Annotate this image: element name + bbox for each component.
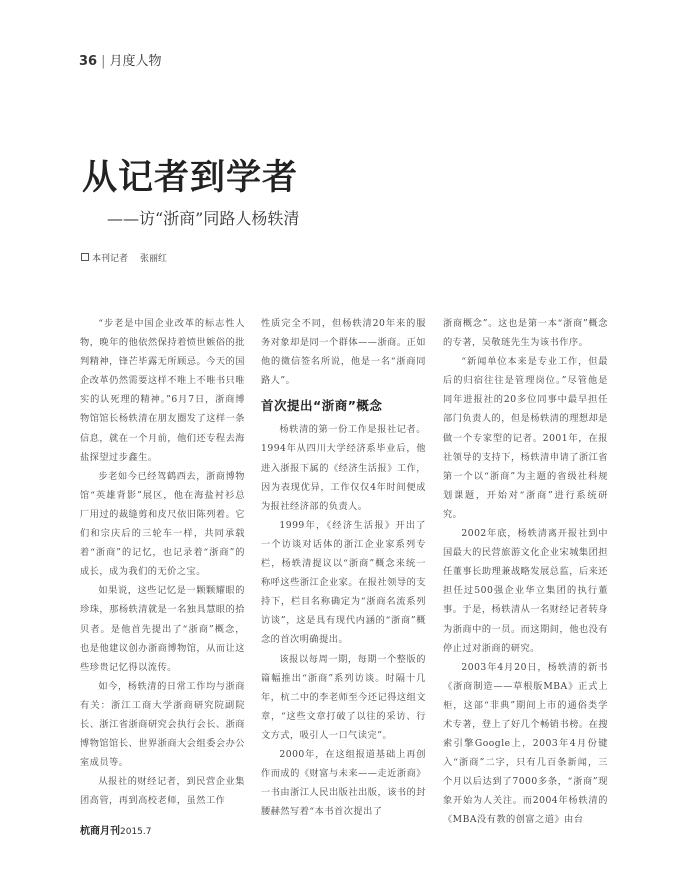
paragraph-continued: 性质完全不同，但杨轶清20年来的服务对象却是同一个群体——浙商。正如他的微信签名所说，他是一名“浙商同路人”。 — [261, 318, 426, 387]
article-subtitle: ——访“浙商”同路人杨轶清 — [107, 209, 300, 228]
paragraph: 2000年，在这组报道基础上再创作而成的《财富与未来——走近浙商》一书由浙江人民出版社出版，该书的封腰赫然写着“本书首次提出了 — [261, 748, 426, 818]
magazine-logo: 杭商月刊 — [80, 826, 120, 837]
section-name: 月度人物 — [109, 54, 162, 69]
paragraph: 从报社的财经记者，到民营企业集团高管，再到高校老师，虽然工作 — [80, 776, 245, 807]
page-footer — [80, 822, 152, 837]
paragraph: 2002年底，杨轶清离开报社到中国最大的民营旅游文化企业宋城集团担任董事长助理兼战略发展总监，后来还担任过500强企业华立集团的执行董事。于是，杨轶清从一名财经记者转身为浙商中的一员。而这期间，他也没有停止过对浙商的研究。 — [443, 528, 608, 654]
paragraph: “步老是中国企业改革的标志性人物，晚年的他依然保持着愤世嫉俗的批判精神，锋芒毕露无所顾忌。今天的国企改革仍然需要这样不唯上不唯书只唯实的认死理的精神。”6月7日，浙商博物馆馆长杨轶清在朋友圈发了这样一条信息，就在一个月前，他们还专程去海盐探望过步鑫生。 — [80, 318, 245, 463]
column-2 — [261, 314, 426, 821]
article-title: 从记者到学者 — [82, 157, 299, 198]
byline — [81, 251, 167, 264]
column-1 — [80, 314, 245, 810]
column-3 — [443, 314, 608, 830]
section-heading: 首次提出“浙商”概念 — [261, 398, 383, 414]
byline-author: 张丽红 — [140, 254, 168, 264]
header-separator: | — [101, 54, 106, 69]
paragraph: 步老如今已经驾鹤西去，浙商博物馆“英雄背影”展区，他在海盐衬衫总厂用过的裁缝剪和皮尺依旧陈列着。它们和宗庆后的三轮车一样，共同承载着“浙商”的记忆，也记录着“浙商”的成长，成为我们的无价之宝。 — [80, 470, 245, 578]
page-number: 36 — [79, 54, 98, 69]
byline-label: 本刊记者 — [92, 254, 129, 264]
page-header — [79, 50, 162, 69]
square-bullet-icon — [81, 253, 89, 261]
paragraph: 1999年，《经济生活报》开出了一个访谈对话体的浙江企业家系列专栏，杨轶清提议以“浙商”概念来统一称呼这些浙江企业家。在报社领导的支持下，栏目名称确定为“浙商名流系列访谈”，这是具有现代内涵的“浙商”概念的首次明确提出。 — [261, 519, 426, 646]
paragraph: 该报以每周一期，每期一个整版的篇幅推出“浙商”系列访谈。时隔十几年，杭二中的李老师至今还记得这组文章，“这些文章打破了以往的采访、行文方式，吸引人一口气读完”。 — [261, 653, 426, 741]
paragraph: 如果说，这些记忆是一颗颗耀眼的珍珠，那杨轶清就是一名独具慧眼的拾贝者。是他首先提出了“浙商”概念，也是他建议创办浙商博物馆，从而让这些珍贵记忆得以流传。 — [80, 585, 245, 673]
paragraph: 2003年4月20日，杨轶清的新书《浙商制造——草根版MBA》正式上柜，这部“非典”期间上市的通俗类学术专著，登上了好几个畅销书榜。在搜索引擎Google上，2003年4月份键入“浙商”二字，只有几百条新闻，三个月以后达到了7000多条，“浙商”现象开始为人关注。而2004年杨轶清的《MBA没有教的创富之道》由台 — [443, 661, 608, 826]
paragraph: 如今，杨轶清的日常工作均与浙商有关：浙江工商大学浙商研究院副院长、浙江省浙商研究会执行会长、浙商博物馆馆长、世界浙商大会组委会办公室成员等。 — [80, 680, 245, 769]
paragraph: “新闻单位本来是专业工作，但最后的归宿往往是管理岗位。”尽管他是同年进报社的20多位同事中最早担任部门负责人的，但是杨轶清的理想却是做一个专家型的记者。2001年，在报社领导的支持下，杨轶清申请了浙江省第一个以“浙商”为主题的省级社科规划课题，开始对“浙商”进行系统研究。 — [443, 356, 608, 520]
paragraph-continued: 浙商概念”。这也是第一本“浙商”概念的专著，吴敬琏先生为该书作序。 — [443, 318, 608, 349]
issue-date: 2015.7 — [120, 827, 152, 837]
paragraph: 杨轶清的第一份工作是报社记者。1994年从四川大学经济系毕业后，他进入浙报下属的《经济生活报》工作，因为表现优异，工作仅仅4年时间便成为报社经济部的负责人。 — [261, 424, 426, 512]
